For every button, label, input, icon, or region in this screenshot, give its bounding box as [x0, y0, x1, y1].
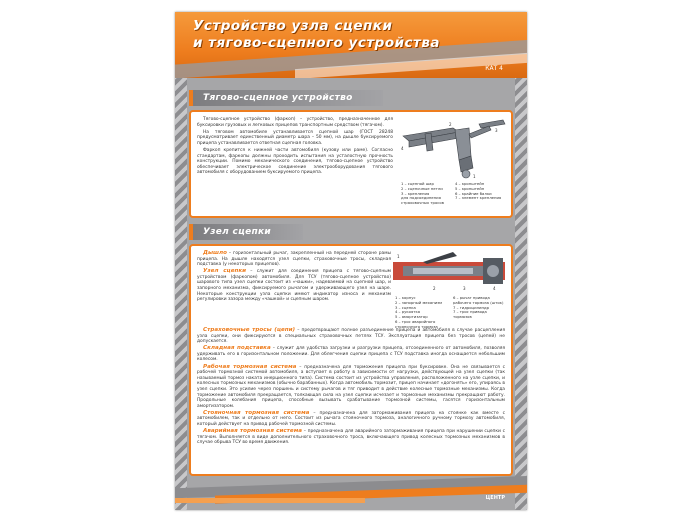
- poster: [175, 12, 527, 510]
- svg-text:3: 3: [495, 128, 498, 133]
- right-stripes: [515, 12, 527, 510]
- tsu-text: [197, 117, 393, 177]
- panel-hitch: [189, 244, 513, 476]
- tsu-legend-right: 4 – кронштейн 5 – кронштейн 6 – крайние балки 7 – элемент крепления: [455, 181, 502, 201]
- svg-text:1: 1: [397, 254, 400, 259]
- poster-footer: [175, 476, 527, 510]
- tsu-paragraph: Фаркоп крепится к нижней части автомобиля (кузову или раме). Согласно стандартам, фаркопы должны проходить испытания на усталостную прочность конструкции. Помимо механического соединения, тягово-сцепное устройство обеспечивает электрическое соединение электрооборудования тягового автомобиля с оборудованием буксируемого прицепа.: [197, 147, 393, 176]
- tsu-paragraph: Тягово-сцепное устройство (фаркоп) – устройство, предназначенное для буксировки грузовых и легковых прицепов транспортным средством (тягачом).: [197, 117, 393, 128]
- title-line-1: Устройство узла сцепки: [193, 18, 393, 34]
- svg-text:1: 1: [473, 174, 476, 179]
- panel-tsu: [189, 110, 513, 218]
- poster-title: [193, 18, 513, 52]
- svg-text:2: 2: [433, 286, 436, 291]
- hitch-item: Страховочные тросы (цепи) – предотвращают полное разъединение прицепа и автомобиля в случае расцепления узла сцепки, они фиксируются в специальных страховочных петлях ТСУ. Эксплуатация прицепа без тросов (цепей) не допускается.: [197, 327, 505, 345]
- section-heading-tsu: Тягово-сцепное устройство: [189, 90, 383, 106]
- hitch-legend-right: 6 – рычаг привода рабочего тормоза (шток) 7 – гидроцилиндр 7 – трос привода тормозов: [453, 295, 504, 320]
- poster-code: КАТ 4: [485, 65, 503, 72]
- svg-text:2: 2: [449, 122, 452, 127]
- publisher-logo: ЦЕНТР: [485, 495, 505, 501]
- title-line-2: и тягово-сцепного устройства: [193, 35, 441, 51]
- hitch-item: Узел сцепки – служит для соединения прицепа с тягово-сцепным устройством (фаркопом) автомобиля. Для ТСУ (тягово-сцепное устройство) шарового типа узел сцепки состоит из «чашки», надеваемой на сцепной шар, и запорного механизма, фиксируемого рычагом и удерживающего узел на шаре. Некоторые конструкции узла сцепки имеют индикатор износа и механизм регулировки зазора между «чашкой» и сцепным шаром.: [197, 268, 391, 303]
- svg-text:4: 4: [401, 146, 404, 151]
- left-stripes: [175, 12, 187, 510]
- hitch-legend-left: 1 – корпус 2 – запорный механизм 3 – сцепка 4 – рукоятка 5 – амортизатор 6 – трос аварийного стояночного тормоза: [395, 295, 443, 329]
- hitch-item: Рабочая тормозная система – предназначена для торможения прицепа при буксировке. Она не связывается с рабочей тормозной системой автомобиля, а вступает в работу в зависимости от нагрузки, действующей на узел сцепки (так называемый тормоз наката инерционного типа). Система состоит из устройства управления, расположенного на узле сцепки, и колесных тормозных механизмов (обычно барабанных). Когда автомобиль тормозит, прицеп начинает «догонять» его, упираясь в узел сцепки. Это усилие через поршень и систему рычагов и тяг приводит в действие колесные тормозные механизмы. Когда торможение автомобиля прекращается, толкающая сила на узел сцепки исчезает и тормозные механизмы прекращают работу. Продольные колебания прицепа, способные вызывать срабатывание тормозной системы, гасятся горизонтальным амортизатором.: [197, 363, 505, 409]
- tsu-legend-left: 1 – сцепной шар 2 – сцепочные петли 3 – крепления для подсоединения страховочных тросов: [401, 181, 444, 206]
- hitch-diagram: [393, 250, 507, 294]
- tsu-paragraph: На тяговом автомобиле устанавливается сцепной шар (ГОСТ 28248 предусматривает единственный диаметр шара – 50 мм), на дышле буксируемого прицепа устанавливается ответная сцепная головка.: [197, 129, 393, 146]
- hitch-text-bottom: [197, 328, 505, 447]
- svg-text:4: 4: [493, 286, 496, 291]
- hitch-item: Аварийная тормозная система – предназначена для аварийного затормаживания прицепа при нарушении сцепки с тягачом. Выполняется в виде дополнительного страховочного троса, включающего привод колесных тормозных механизмов в случае обрыва ТСУ во время движения.: [197, 428, 505, 446]
- hitch-text-top: [197, 251, 391, 304]
- hitch-item: Складная подставка – служит для удобства загрузки и разгрузки прицепа, отсоединенного от автомобиля, позволяя удерживать его в горизонтальном положении. Для облегчения сцепки прицепа с ТСУ подставка иногда оснащается небольшим колесом.: [197, 345, 505, 363]
- svg-text:3: 3: [463, 286, 466, 291]
- hitch-item: Стояночная тормозная система – предназначена для затормаживания прицепа на стоянке как вместе с автомобилем, так и отдельно от него. Состоит из рычага стояночного тормоза, аналогичного ручному тормозу автомобиля, который действует на привод рабочей тормозной системы.: [197, 409, 505, 427]
- poster-header: [175, 12, 527, 78]
- hitch-item: Дышло – горизонтальный рычаг, закрепленный на передней стороне рамы прицепа. На дышле находятся узел сцепки, страховочные тросы, складная подставка (у некоторых прицепов).: [197, 250, 391, 268]
- section-heading-hitch: Узел сцепки: [189, 224, 303, 240]
- towbar-diagram: [399, 116, 507, 180]
